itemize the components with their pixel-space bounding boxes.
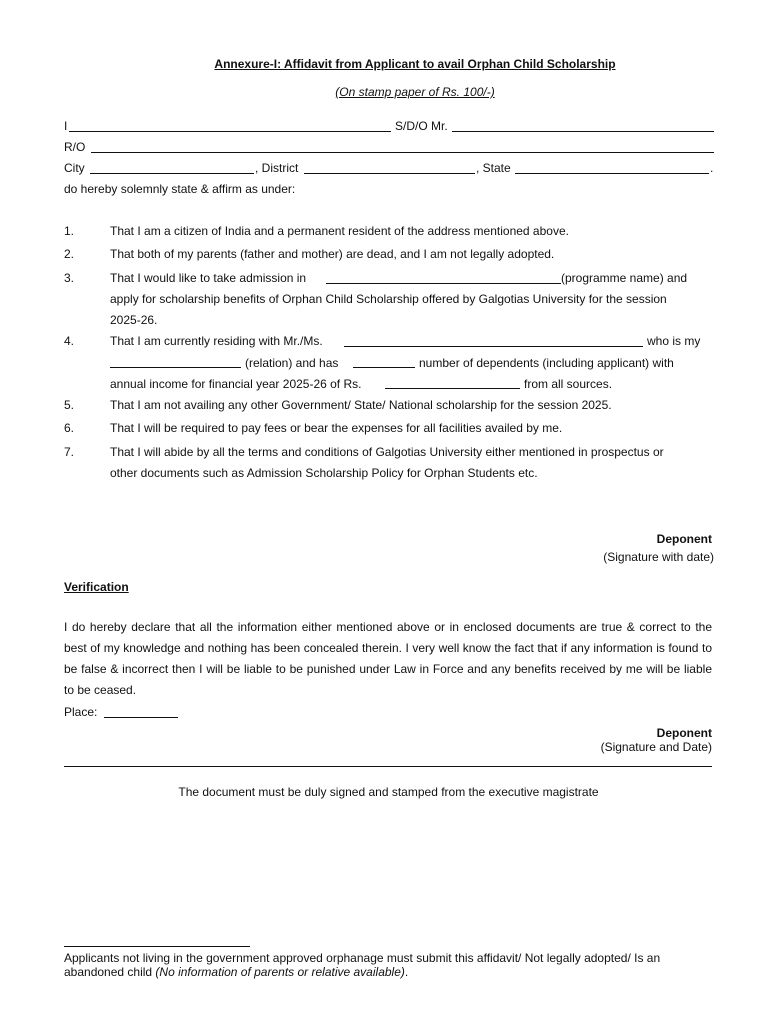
item-text: (programme name) and xyxy=(561,271,688,285)
item-text: who is my xyxy=(647,334,701,348)
item-number: 6. xyxy=(64,421,75,435)
item-text: from all sources. xyxy=(524,377,613,391)
district-blank[interactable] xyxy=(304,173,475,174)
verification-text: I do hereby declare that all the information either mentioned above or in enclosed documents are true & correct to the best of my knowledge and nothing has been concealed therein. I very well know the fact that if any information is found to be false & incorrect then I will be liable to be punished under Law in Force and any benefits received by me will be liable to be ceased. xyxy=(64,620,712,697)
verification-heading: Verification xyxy=(64,580,129,594)
item-text: That I will be required to pay fees or bear the expenses for all facilities availed by me. xyxy=(110,421,563,435)
item-text: That I am a citizen of India and a permanent resident of the address mentioned above. xyxy=(110,224,569,238)
city-blank[interactable] xyxy=(90,173,254,174)
affirm-text: do hereby solemnly state & affirm as under: xyxy=(64,182,296,196)
footnote-italic: (No information of parents or relative available) xyxy=(155,965,405,979)
item-number: 1. xyxy=(64,224,75,238)
item-text: annual income for financial year 2025-26 of Rs. xyxy=(110,377,362,391)
income-blank[interactable] xyxy=(385,388,520,389)
city-label: City xyxy=(64,161,85,175)
footnote-text: Applicants not living in the government approved orphanage must submit this affidavit/ Not legally adopted/ Is an abandoned child xyxy=(64,951,661,979)
item-text: That both of my parents (father and mother) are dead, and I am not legally adopted. xyxy=(110,247,555,261)
footnote-divider xyxy=(64,946,250,947)
item-text: That I am not availing any other Government/ State/ National scholarship for the session 2025. xyxy=(110,398,612,412)
item-text: (relation) and has xyxy=(245,356,339,370)
guardian-blank[interactable] xyxy=(344,346,643,347)
state-blank[interactable] xyxy=(515,173,709,174)
state-label: , State xyxy=(476,161,511,175)
item-text: other documents such as Admission Scholarship Policy for Orphan Students etc. xyxy=(110,466,538,480)
place-blank[interactable] xyxy=(104,717,178,718)
divider xyxy=(64,766,712,767)
footnote-end: . xyxy=(404,965,409,979)
name-blank[interactable] xyxy=(69,131,391,132)
item-number: 5. xyxy=(64,398,75,412)
deponent-signature-label: (Signature and Date) xyxy=(600,740,712,754)
item-number: 4. xyxy=(64,334,75,348)
item-text: That I would like to take admission in xyxy=(110,271,307,285)
item-text: That I will abide by all the terms and conditions of Galgotias University either mentioned in prospectus or xyxy=(110,445,664,459)
document-subtitle: (On stamp paper of Rs. 100/-) xyxy=(335,85,495,99)
district-label: , District xyxy=(255,161,299,175)
place-label: Place: xyxy=(64,705,98,719)
item-text: number of dependents (including applicant) with xyxy=(419,356,674,370)
programme-blank[interactable] xyxy=(326,283,561,284)
deponent-signature-label: (Signature with date) xyxy=(603,550,714,564)
item-text: apply for scholarship benefits of Orphan Child Scholarship offered by Galgotias University for the session xyxy=(110,292,667,306)
footnote xyxy=(64,951,712,979)
parent-name-blank[interactable] xyxy=(452,131,714,132)
item-text: That I am currently residing with Mr./Ms. xyxy=(110,334,323,348)
deponent-title: Deponent xyxy=(656,726,712,740)
dependents-blank[interactable] xyxy=(353,367,415,368)
item-text: 2025-26. xyxy=(110,313,158,327)
item-number: 2. xyxy=(64,247,75,261)
item-number: 3. xyxy=(64,271,75,285)
sdo-label: S/D/O Mr. xyxy=(395,119,448,133)
document-title: Annexure-I: Affidavit from Applicant to avail Orphan Child Scholarship xyxy=(214,57,616,71)
item-number: 7. xyxy=(64,445,75,459)
deponent-title: Deponent xyxy=(656,532,712,546)
i-label: I xyxy=(64,119,68,133)
magistrate-note: The document must be duly signed and stamped from the executive magistrate xyxy=(178,785,599,799)
relation-blank[interactable] xyxy=(110,367,241,368)
period: . xyxy=(710,161,714,175)
ro-label: R/O xyxy=(64,140,86,154)
address-blank[interactable] xyxy=(91,152,714,153)
